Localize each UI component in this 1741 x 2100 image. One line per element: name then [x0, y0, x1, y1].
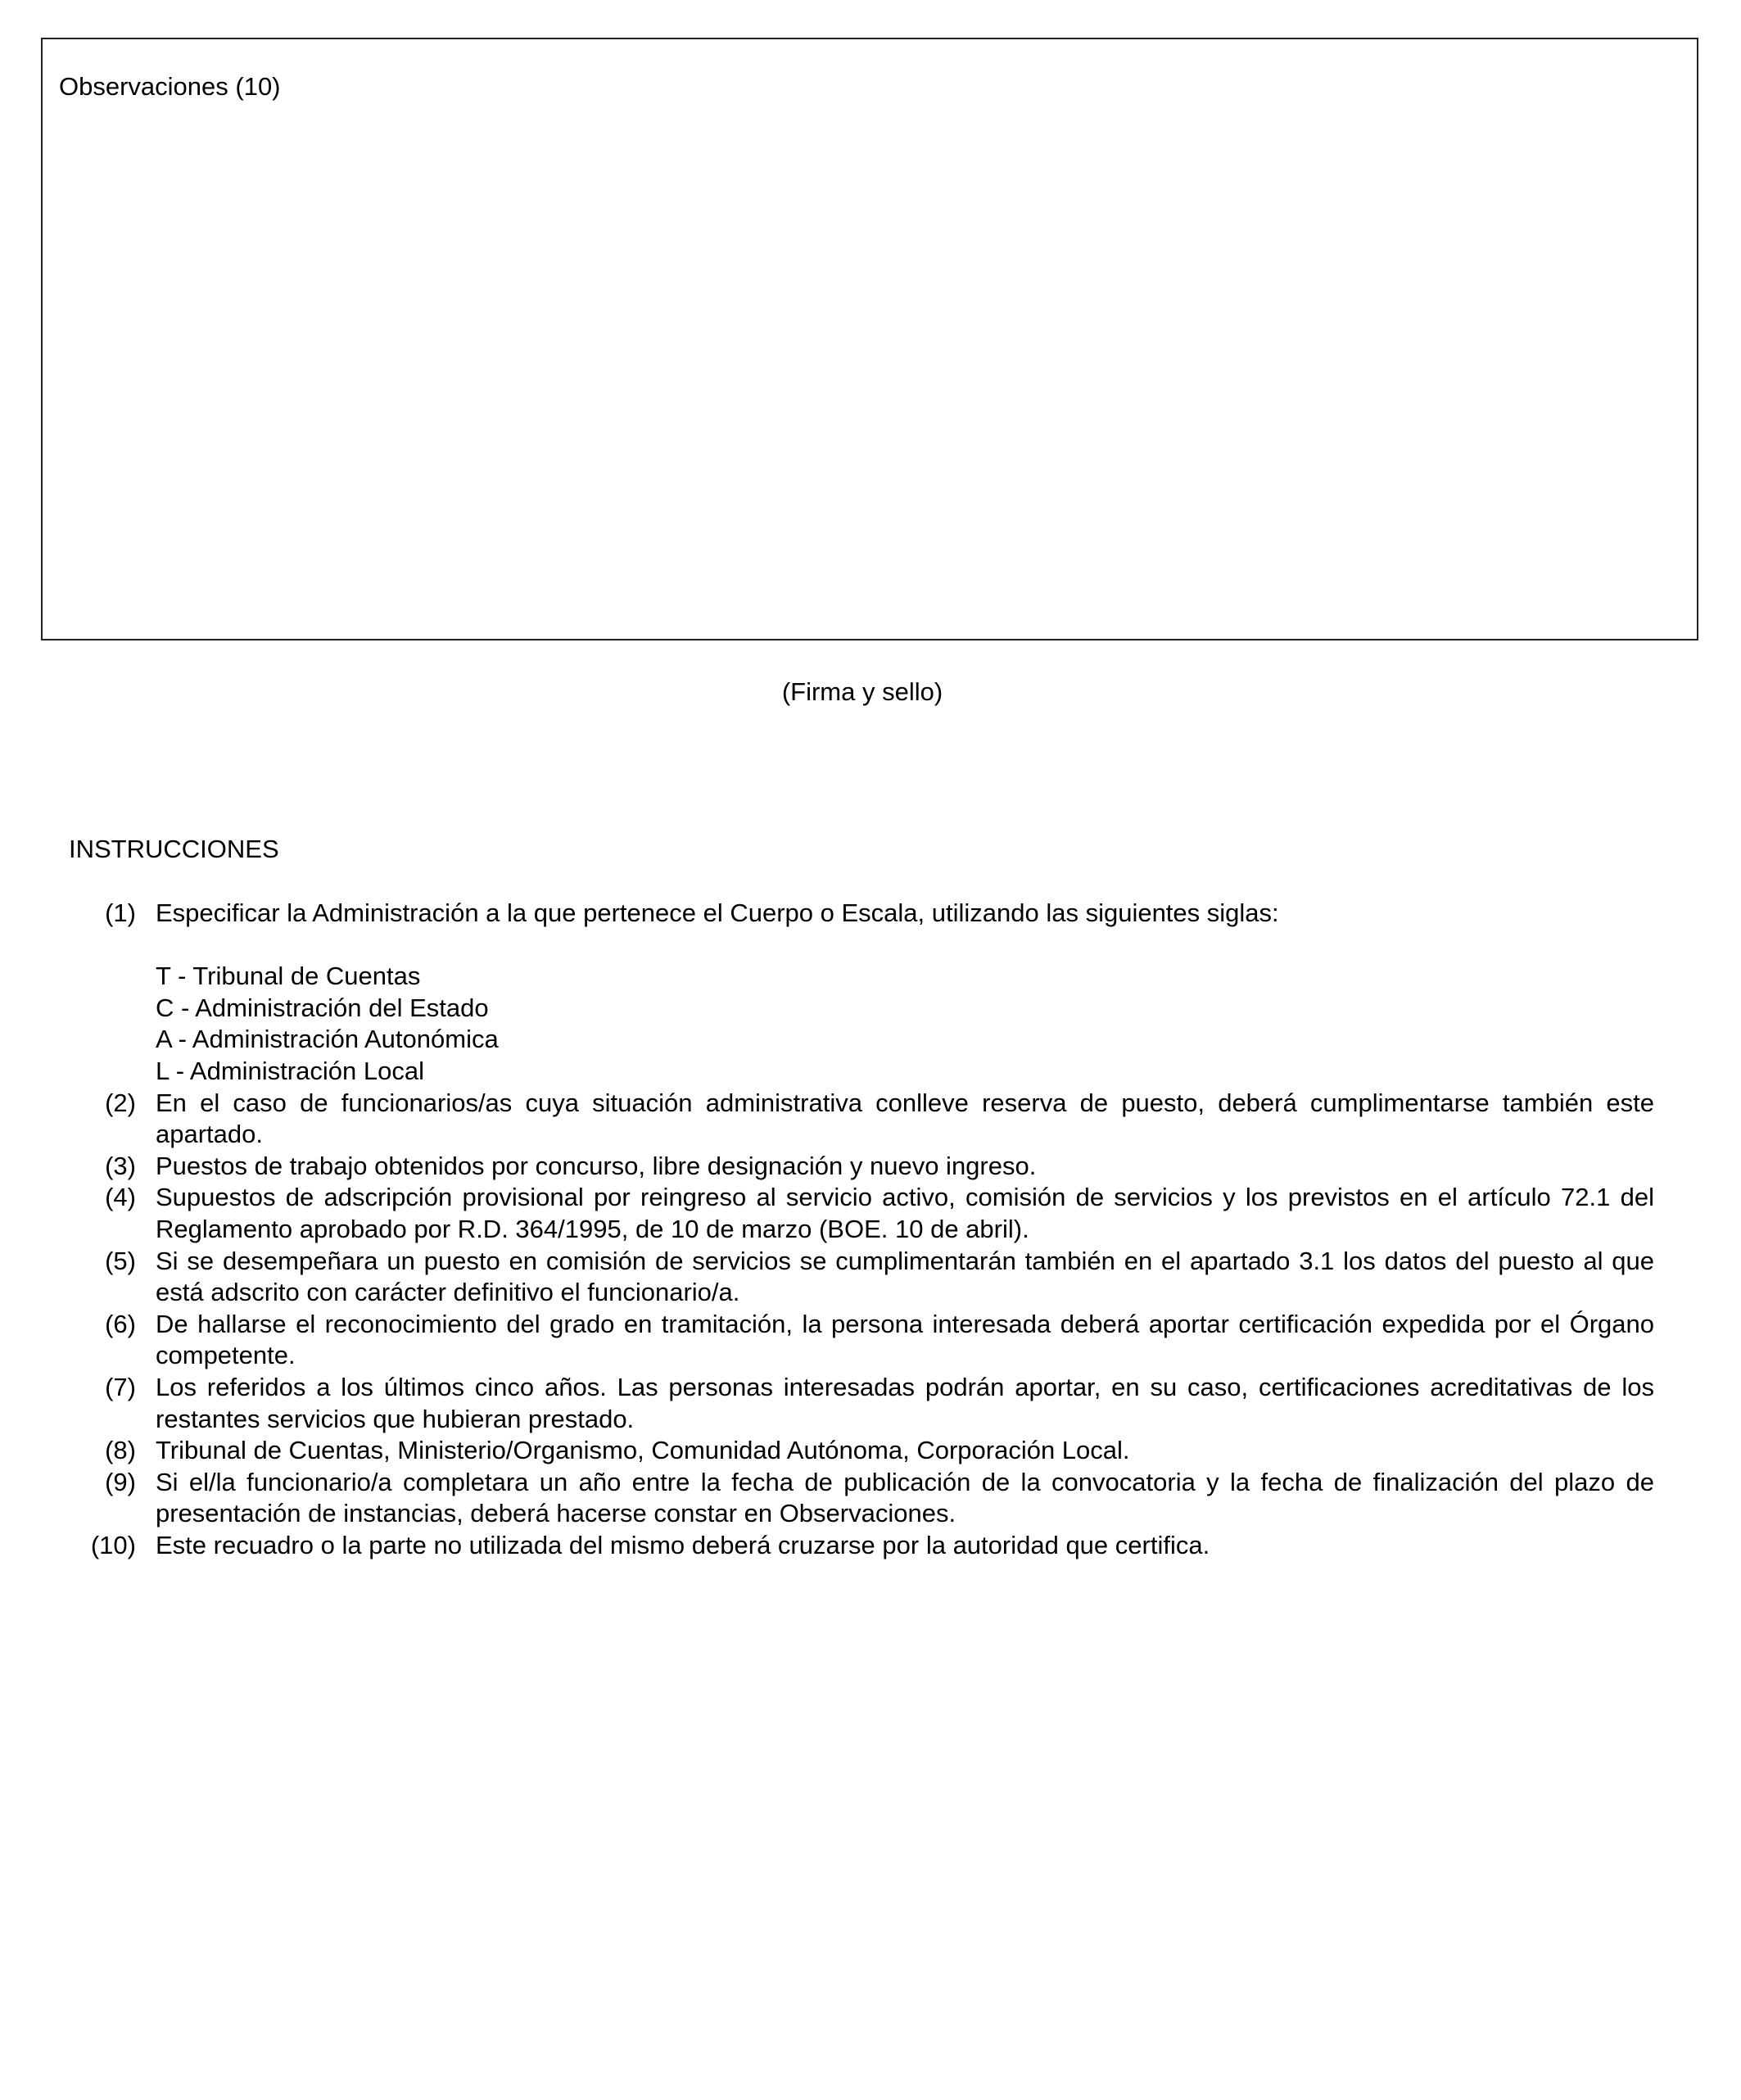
instruccion-item [0, 1467, 1654, 1530]
instruccion-number: (8) [105, 1436, 136, 1465]
sigla-item: A - Administración Autonómica [156, 1025, 499, 1054]
instruccion-item [0, 1309, 1654, 1372]
instruccion-number: (7) [105, 1372, 136, 1401]
instruccion-number: (1) [105, 898, 136, 927]
instruccion-text: Los referidos a los últimos cinco años. Las personas interesadas podrán aportar, en su caso, certificaciones acreditativas de los restantes servicios que hubieran prestado. [156, 1372, 1654, 1433]
instruccion-item [0, 1530, 1654, 1562]
instruccion-item [0, 1372, 1654, 1435]
instruccion-text: De hallarse el reconocimiento del grado en tramitación, la persona interesada deberá aportar certificación expedida por el Órgano competente. [156, 1309, 1654, 1370]
instruccion-text: Tribunal de Cuentas, Ministerio/Organismo, Comunidad Autónoma, Corporación Local. [156, 1436, 1130, 1465]
sigla-item: T - Tribunal de Cuentas [156, 962, 421, 991]
sigla-item: C - Administración del Estado [156, 993, 489, 1022]
instruccion-item [0, 898, 1654, 930]
sigla-item: L - Administración Local [156, 1056, 424, 1085]
instrucciones-list [0, 898, 1654, 1561]
observaciones-label: Observaciones (10) [59, 72, 281, 101]
instruccion-text: Especificar la Administración a la que pertenece el Cuerpo o Escala, utilizando las siguientes siglas: [156, 898, 1279, 927]
spacer [0, 930, 1654, 962]
instruccion-text: Si se desempeñara un puesto en comisión de servicios se cumplimentarán también en el apartado 3.1 los datos del puesto al que está adscrito con carácter definitivo el funcionario/a. [156, 1246, 1654, 1307]
instruccion-item [0, 1246, 1654, 1309]
instruccion-item [0, 1435, 1654, 1467]
instruccion-text: En el caso de funcionarios/as cuya situación administrativa conlleve reserva de puesto, deberá cumplimentarse también este apartado. [156, 1088, 1654, 1149]
instrucciones-title: INSTRUCCIONES [69, 835, 279, 863]
instruccion-text: Puestos de trabajo obtenidos por concurso, libre designación y nuevo ingreso. [156, 1151, 1037, 1180]
instruccion-number: (9) [105, 1467, 136, 1496]
instruccion-number: (2) [105, 1088, 136, 1117]
instruccion-number: (5) [105, 1246, 136, 1275]
instruccion-item [0, 1151, 1654, 1183]
instruccion-number: (3) [105, 1151, 136, 1180]
instruccion-number: (10) [90, 1530, 136, 1559]
instruccion-text: Si el/la funcionario/a completara un año entre la fecha de publicación de la convocatoria y la fecha de finalización del plazo de presentación de instancias, deberá hacerse constar en Observaciones. [156, 1467, 1654, 1528]
instruccion-item [0, 1088, 1654, 1151]
instruccion-number: (6) [105, 1309, 136, 1338]
instruccion-text: Este recuadro o la parte no utilizada del mismo deberá cruzarse por la autoridad que certifica. [156, 1530, 1210, 1559]
firma-y-sello-label: (Firma y sello) [781, 677, 943, 706]
observaciones-box [41, 38, 1698, 640]
instruccion-text: Supuestos de adscripción provisional por reingreso al servicio activo, comisión de servicios y los previstos en el artículo 72.1 del Reglamento aprobado por R.D. 364/1995, de 10 de marzo (BOE. 10 de abril). [156, 1183, 1654, 1243]
instruccion-number: (4) [105, 1183, 136, 1212]
instruccion-item [0, 1182, 1654, 1245]
